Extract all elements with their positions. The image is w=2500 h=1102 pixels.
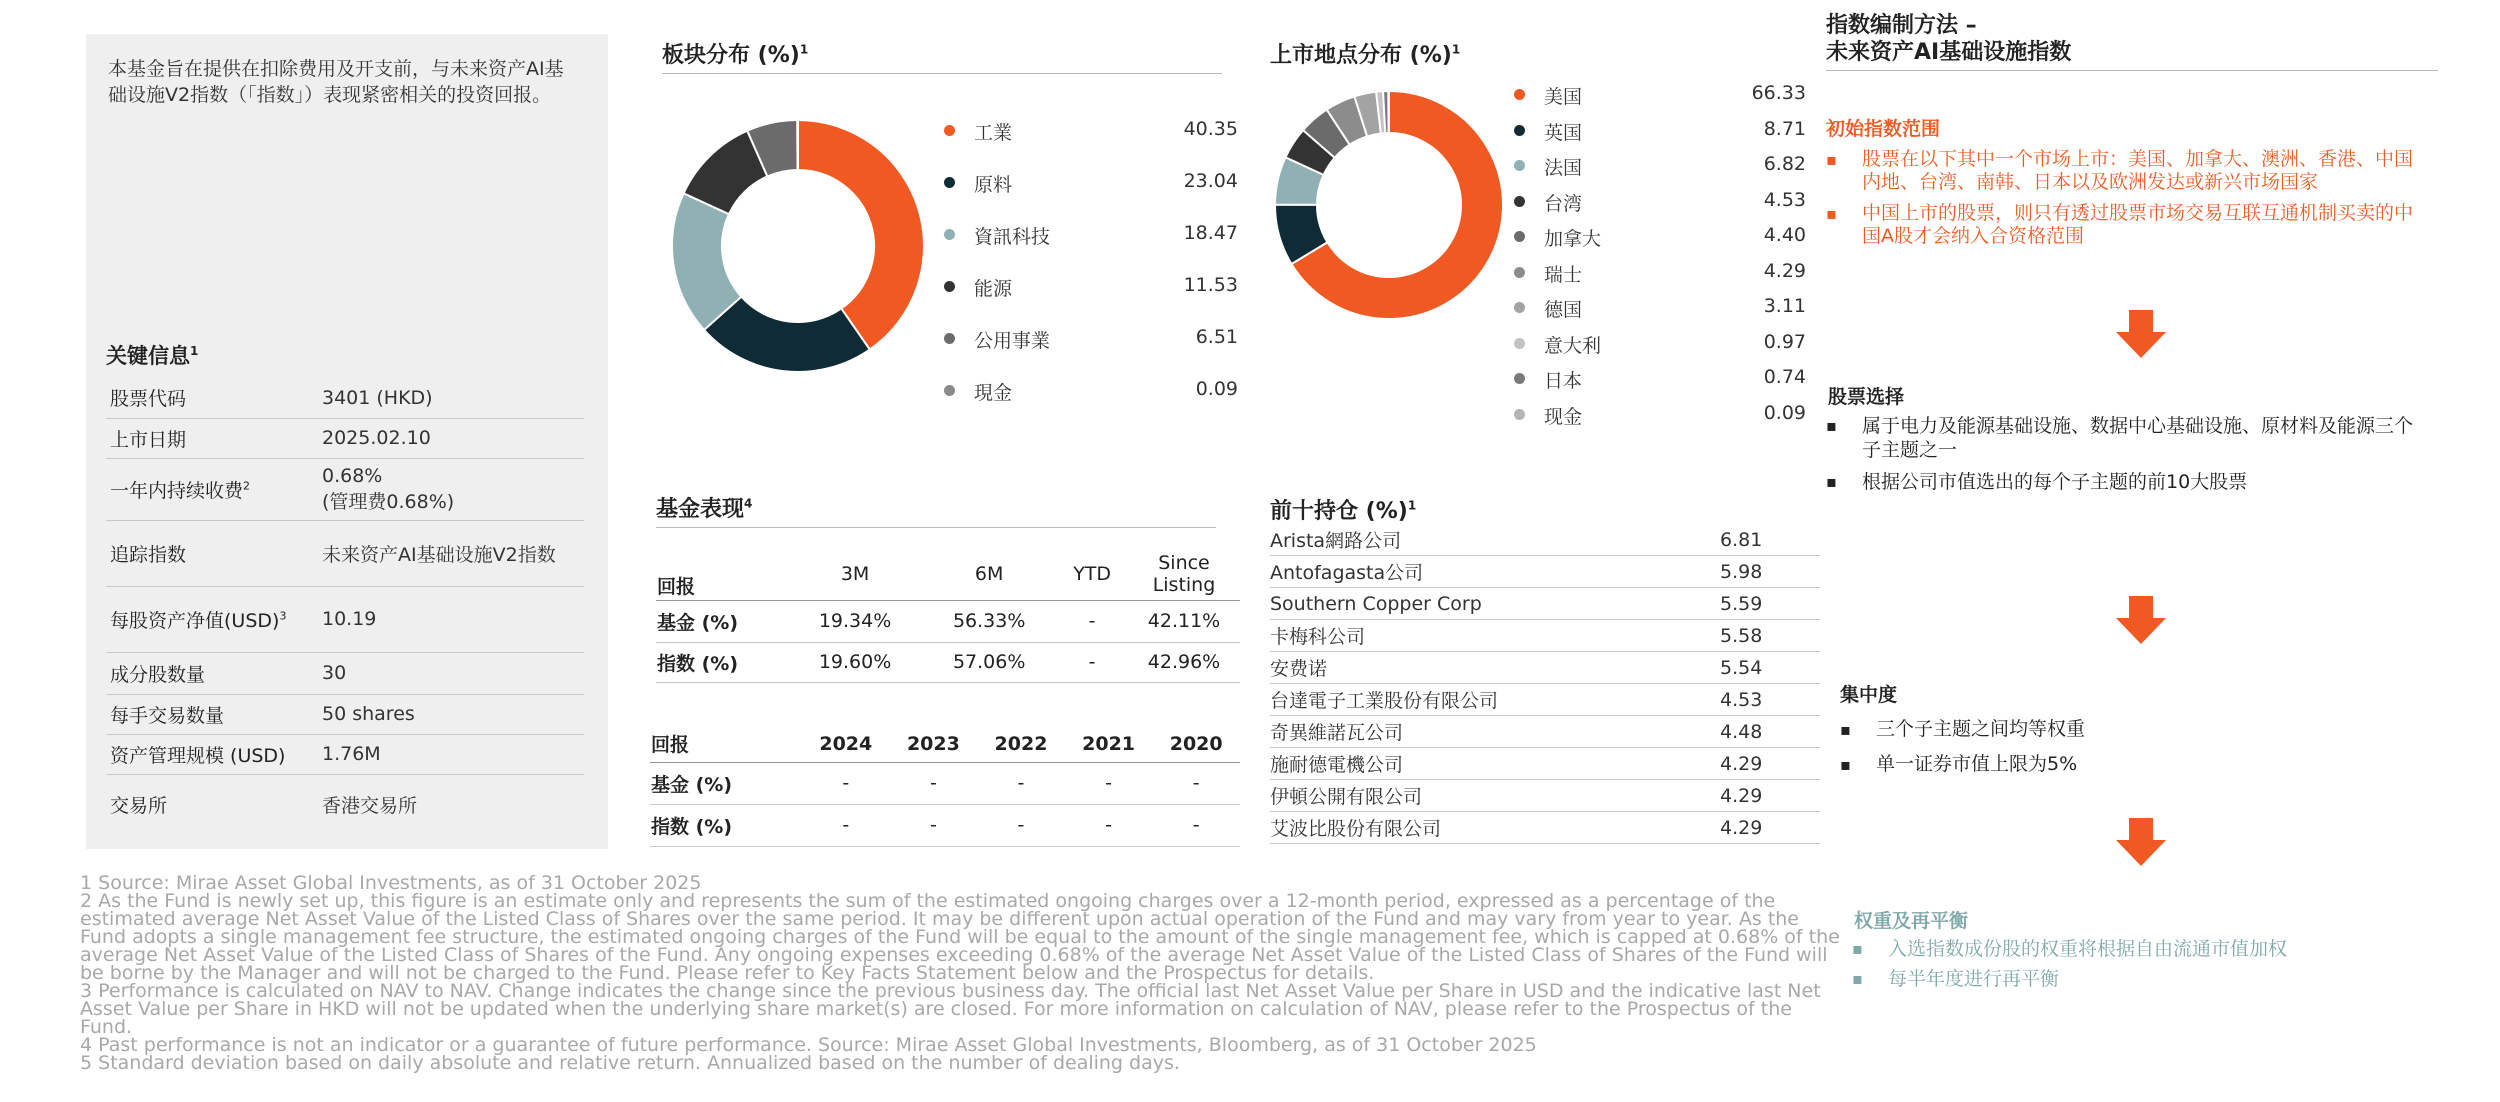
key-info-label: 股票代码 [106, 378, 318, 418]
perf-cell: - [802, 804, 890, 846]
legend-value: 8.71 [1763, 117, 1806, 140]
perf-cell: - [1152, 804, 1240, 846]
holding-name: Southern Copper Corp [1270, 588, 1720, 620]
key-info-label: 上市日期 [106, 418, 318, 458]
legend-value: 6.82 [1763, 153, 1806, 175]
legend-item [1514, 260, 1806, 284]
legend-value: 11.53 [1183, 274, 1238, 296]
bullet-icon: ▪ [1852, 969, 1863, 988]
legend-swatch [1514, 231, 1525, 242]
footnote-ref: 4 [744, 496, 753, 511]
list-item-text: 属于电力及能源基础设施、数据中心基础设施、原材料及能源三个子主题之一 [1862, 415, 2414, 461]
legend-item [944, 274, 1238, 298]
list-item [1826, 202, 2426, 248]
legend-item [1514, 366, 1806, 390]
listing-donut-chart [1270, 86, 1508, 324]
list-item [1840, 712, 2400, 747]
listing-legend [1514, 82, 1806, 432]
stock-selection-heading: 股票选择 [1828, 386, 1905, 408]
legend-value: 4.40 [1763, 224, 1806, 246]
perf-corner-label: 回报 [650, 726, 802, 762]
perf-cell: - [890, 804, 978, 846]
list-item-text: 股票在以下其中一个市场上市：美国、加拿大、澳洲、香港、中国内地、台湾、南韩、日本以及欧洲发达或新兴市场国家 [1862, 148, 2414, 193]
legend-item [1514, 118, 1806, 142]
perf-cell: - [977, 762, 1065, 804]
legend-swatch [944, 177, 955, 188]
legend-swatch [944, 125, 955, 136]
perf-header: Since Listing [1128, 548, 1240, 600]
initial-universe-list [1826, 148, 2426, 256]
key-info-label: 资产管理规模 (USD) [106, 734, 318, 774]
table-row [1270, 588, 1820, 620]
footnote: 2 As the Fund is newly set up, this figure is an estimate only and represents the sum of the estimated ongoing charges over a 12-month period, expressed as a percentage of the estimated average Net Asset Value of the Listed Class of Shares over the same period. It may be different upon actual operation of the Fund and may vary from year to year. As the Fund adopts a single management fee structure, the estimated ongoing charges of the Fund will be equal to the amount of the single management fee, which is capped at 0.68% of the average Net Asset Value of the Listed Class of Shares of the Fund. Any ongoing expenses exceeding 0.68% of the average Net Asset Value of the Listed Class of Shares of the Fund will be borne by the Manager and will not be charged to the Fund. Please refer to Key Facts Statement below and the Prospectus for details. [80, 890, 1840, 984]
methodology-title [1826, 12, 2438, 71]
holding-weight: 5.58 [1720, 620, 1820, 652]
donut-slice [798, 120, 924, 350]
holding-weight: 5.54 [1720, 652, 1820, 684]
legend-value: 23.04 [1183, 170, 1238, 192]
holdings-table [1270, 524, 1820, 844]
perf-header: 2024 [802, 726, 890, 762]
perf-cell: - [1056, 600, 1128, 642]
bullet-icon: ▪ [1852, 939, 1863, 958]
legend-item [944, 222, 1238, 246]
perf-cell: 56.33% [922, 600, 1056, 642]
legend-item [1514, 224, 1806, 248]
legend-label: 工業 [974, 122, 1013, 144]
holding-weight: 4.53 [1720, 684, 1820, 716]
perf-header: 2021 [1065, 726, 1153, 762]
legend-swatch [1514, 267, 1525, 278]
key-info-label: 交易所 [110, 794, 168, 817]
perf-row-label: 指数 (%) [650, 804, 802, 846]
key-info-row [106, 694, 584, 734]
key-info-title [106, 340, 198, 370]
legend-item [1514, 153, 1806, 177]
key-info-label: 追踪指数 [106, 520, 318, 586]
list-item-text: 每半年度进行再平衡 [1888, 968, 2060, 990]
legend-value: 0.74 [1763, 366, 1806, 388]
holdings-title-text: 前十持仓 (%) [1270, 499, 1408, 524]
perf-header: 2020 [1152, 726, 1240, 762]
concentration-heading: 集中度 [1840, 684, 1898, 706]
management-fee-value: (管理费0.68%) [322, 490, 455, 513]
holding-weight: 4.29 [1720, 780, 1820, 812]
holding-weight: 5.98 [1720, 556, 1820, 588]
key-info-label [106, 458, 318, 520]
list-item [1826, 470, 2426, 494]
holding-weight: 5.59 [1720, 588, 1820, 620]
legend-item [1514, 402, 1806, 426]
legend-value: 4.29 [1763, 259, 1806, 282]
legend-label: 美国 [1544, 86, 1583, 108]
key-info-label-text: 一年内持续收费 [110, 479, 244, 502]
legend-value: 18.47 [1183, 222, 1238, 244]
footnote-ref: 3 [279, 609, 287, 623]
footnote-ref: 1 [799, 42, 809, 57]
key-info-label-text: 每股资产净值(USD) [110, 609, 280, 632]
key-info-row [106, 734, 584, 774]
legend-label: 能源 [974, 278, 1013, 300]
legend-value: 66.33 [1751, 82, 1806, 104]
legend-item [944, 378, 1238, 402]
key-info-label: 每手交易数量 [106, 694, 318, 734]
footnote-ref: 1 [1451, 42, 1461, 57]
footnote: 5 Standard deviation based on daily absolute and relative return. Annualized based on the number of dealing days. [80, 1052, 1180, 1074]
perf-header: 2022 [977, 726, 1065, 762]
legend-swatch [1514, 338, 1525, 349]
legend-value: 0.09 [1763, 401, 1806, 424]
key-info-label: 成分股数量 [106, 652, 318, 694]
legend-swatch [1514, 89, 1525, 100]
footnote: 4 Past performance is not an indicator or a guarantee of future performance. Source: Mirae Asset Global Investments, Bloomberg, as of 31 October 2025 [80, 1034, 1537, 1056]
table-row [1270, 524, 1820, 556]
footnote: 1 Source: Mirae Asset Global Investments, as of 31 October 2025 [80, 872, 702, 894]
perf-row-label: 基金 (%) [656, 600, 788, 642]
footnote: 3 Performance is calculated on NAV to NAV. Change indicates the change since the previous business day. The official last Net Asset Value per Share in USD and the indicative last Net Asset Value per Share in HKD will not be updated when the underlying share market(s) are closed. For more information on calculation of NAV, please refer to the Prospectus of the Fund. [80, 980, 1821, 1038]
bullet-icon: ▪ [1840, 720, 1851, 739]
legend-value: 0.97 [1763, 330, 1806, 353]
bullet-icon: ▪ [1826, 472, 1837, 491]
holding-name: 卡梅科公司 [1270, 620, 1720, 652]
table-row [1270, 620, 1820, 652]
holding-weight: 4.29 [1720, 812, 1820, 844]
legend-item [1514, 295, 1806, 319]
table-row [656, 642, 1240, 682]
key-info-table [106, 378, 584, 834]
table-row [1270, 684, 1820, 716]
table-row [650, 762, 1240, 804]
table-row [1270, 716, 1820, 748]
performance-title-text: 基金表现 [656, 497, 745, 522]
donut-slice [1388, 91, 1389, 133]
list-item-text: 单一证券市值上限为5% [1876, 753, 2078, 775]
legend-item [944, 118, 1238, 142]
legend-swatch [944, 333, 955, 344]
key-info-row [106, 586, 584, 652]
key-info-value: 1.76M [318, 734, 584, 774]
legend-label: 现金 [1544, 405, 1583, 428]
legend-value: 6.51 [1195, 326, 1238, 348]
listing-title [1270, 38, 1818, 73]
table-row [1270, 780, 1820, 812]
legend-item [1514, 189, 1806, 213]
table-row [656, 600, 1240, 642]
sector-donut-chart [668, 116, 928, 376]
legend-label: 現金 [974, 382, 1013, 404]
legend-value: 40.35 [1183, 118, 1238, 140]
bullet-icon: ▪ [1826, 204, 1837, 223]
list-item-text: 入选指数成份股的权重将根据自由流通市值加权 [1888, 938, 2288, 960]
perf-cell: - [1056, 642, 1128, 682]
list-item [1826, 414, 2426, 462]
sector-legend [944, 118, 1238, 408]
stock-selection-list [1826, 414, 2426, 502]
perf-header: YTD [1056, 548, 1128, 600]
legend-swatch [1514, 373, 1525, 384]
perf-header: 2023 [890, 726, 978, 762]
key-info-row [106, 774, 584, 834]
legend-label: 加拿大 [1544, 228, 1602, 250]
footnotes [80, 874, 1850, 1072]
table-row [1270, 748, 1820, 780]
legend-value: 3.11 [1763, 295, 1806, 317]
table-row [1270, 556, 1820, 588]
legend-item [1514, 331, 1806, 355]
legend-swatch [1514, 125, 1525, 136]
down-arrow-icon [2116, 310, 2166, 360]
legend-label: 日本 [1544, 370, 1583, 392]
holding-weight: 4.48 [1720, 716, 1820, 748]
holding-name: Antofagasta公司 [1270, 556, 1720, 588]
legend-swatch [944, 385, 955, 396]
list-item [1826, 148, 2426, 194]
legend-label: 英国 [1544, 121, 1583, 144]
perf-row-label: 指数 (%) [656, 642, 788, 682]
holding-name: 安费诺 [1270, 652, 1720, 684]
perf-cell: 19.34% [788, 600, 922, 642]
legend-swatch [1514, 409, 1525, 420]
key-info-row [106, 520, 584, 586]
perf-cell: 57.06% [922, 642, 1056, 682]
fund-objective-text: 本基金旨在提供在扣除费用及开支前，与未来资产AI基础设施V2指数（「指数」）表现紧密相关的投资回报。 [108, 58, 564, 106]
perf-cell: - [1152, 762, 1240, 804]
weighting-list [1852, 934, 2452, 994]
down-arrow-icon [2116, 818, 2166, 868]
perf-header: 3M [788, 548, 922, 600]
footnote-ref: 1 [190, 344, 199, 358]
table-row [1270, 812, 1820, 844]
legend-label: 原料 [974, 174, 1013, 196]
list-item-text: 三个子主题之间均等权重 [1876, 718, 2086, 740]
legend-value: 0.09 [1195, 378, 1238, 400]
perf-cell: - [977, 804, 1065, 846]
sector-title-text: 板块分布 (%) [662, 43, 800, 68]
table-row [1270, 652, 1820, 684]
key-info-value: 3401 (HKD) [318, 378, 584, 418]
key-info-value: 50 shares [318, 694, 584, 734]
legend-item [1514, 82, 1806, 106]
list-item [1852, 964, 2452, 994]
footnote-ref: 2 [243, 479, 251, 493]
holding-name: 施耐德電機公司 [1270, 748, 1720, 780]
legend-item [944, 326, 1238, 350]
key-info-title-text: 关键信息 [106, 344, 190, 368]
list-item-text: 中国上市的股票，则只有透过股票市场交易互联互通机制买卖的中国A股才会纳入合资格范围 [1862, 202, 2414, 247]
performance-title [656, 492, 1216, 528]
perf-cell: 19.60% [788, 642, 922, 682]
perf-cell: 42.96% [1128, 642, 1240, 682]
holding-name: 艾波比股份有限公司 [1270, 812, 1720, 844]
performance-table-period [656, 548, 1240, 683]
legend-label: 公用事業 [974, 330, 1051, 352]
key-info-value [318, 458, 584, 520]
concentration-list [1840, 712, 2400, 782]
perf-row-label: 基金 (%) [650, 762, 802, 804]
bullet-icon: ▪ [1826, 150, 1837, 169]
list-item [1852, 934, 2452, 964]
key-info-value: 未来资产AI基础设施V2指数 [318, 520, 584, 586]
perf-cell: - [802, 762, 890, 804]
key-info-row [106, 652, 584, 694]
perf-cell: 42.11% [1128, 600, 1240, 642]
legend-swatch [944, 281, 955, 292]
ongoing-charge-value: 0.68% [322, 464, 383, 487]
list-item-text: 根据公司市值选出的每个子主题的前10大股票 [1862, 471, 2248, 493]
key-info-value: 2025.02.10 [318, 418, 584, 458]
key-info-label [106, 586, 318, 652]
legend-label: 意大利 [1544, 334, 1602, 357]
sector-title [662, 38, 1222, 74]
legend-label: 台湾 [1544, 192, 1583, 215]
key-info-row [106, 458, 584, 520]
key-info-row [106, 418, 584, 458]
legend-label: 資訊科技 [974, 226, 1051, 248]
footnote-ref: 1 [1407, 498, 1417, 513]
key-info-value: 10.19 [318, 586, 584, 652]
perf-cell: - [1065, 804, 1153, 846]
performance-table-annual [650, 726, 1240, 847]
initial-universe-heading: 初始指数范围 [1826, 118, 1941, 140]
legend-label: 瑞士 [1544, 263, 1583, 286]
listing-title-text: 上市地点分布 (%) [1270, 43, 1452, 68]
bullet-icon: ▪ [1826, 416, 1837, 435]
holding-name: 奇異維諾瓦公司 [1270, 716, 1720, 748]
perf-header: 6M [922, 548, 1056, 600]
legend-value: 4.53 [1763, 188, 1806, 211]
methodology-title-line1: 指数编制方法 – [1826, 13, 1977, 38]
holding-name: 台達電子工業股份有限公司 [1270, 684, 1720, 716]
key-info-row [106, 378, 584, 418]
legend-swatch [1514, 160, 1525, 171]
holding-weight: 4.29 [1720, 748, 1820, 780]
list-item [1840, 747, 2400, 782]
table-row [650, 804, 1240, 846]
bullet-icon: ▪ [1840, 755, 1851, 774]
weighting-heading: 权重及再平衡 [1854, 910, 1969, 932]
legend-swatch [1514, 302, 1525, 313]
methodology-title-line2: 未来资产AI基础设施指数 [1826, 40, 2072, 65]
legend-label: 德国 [1544, 299, 1583, 321]
key-info-value: 30 [318, 652, 584, 694]
holding-weight: 6.81 [1720, 524, 1820, 556]
down-arrow-icon [2116, 596, 2166, 646]
perf-cell: - [890, 762, 978, 804]
perf-corner-label: 回报 [656, 548, 788, 600]
key-info-value: 香港交易所 [322, 794, 418, 817]
legend-swatch [944, 229, 955, 240]
legend-item [944, 170, 1238, 194]
perf-cell: - [1065, 762, 1153, 804]
donut-slice [797, 120, 798, 170]
legend-swatch [1514, 196, 1525, 207]
holding-name: Arista網路公司 [1270, 524, 1720, 556]
legend-label: 法国 [1544, 157, 1583, 179]
holding-name: 伊頓公開有限公司 [1270, 780, 1720, 812]
